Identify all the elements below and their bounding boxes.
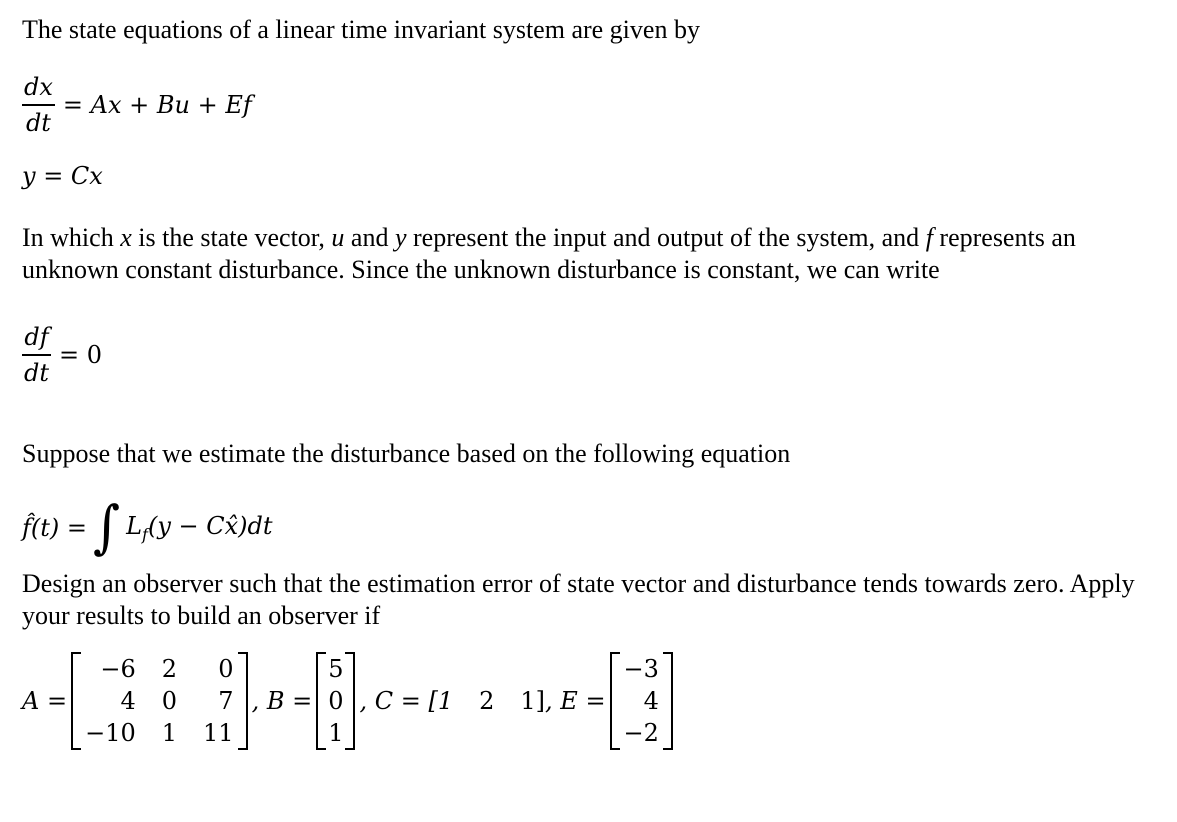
matrix-cell: 7 <box>218 687 234 715</box>
text-segment: is the state vector, <box>131 223 332 252</box>
disturbance-equation <box>22 322 102 388</box>
matrix-cell: 11 <box>203 719 234 747</box>
matrix-cell: −10 <box>85 719 136 747</box>
text-segment: In which <box>22 223 121 252</box>
matrix-E-label: , E = <box>545 687 606 715</box>
estimate-integrand: $L_f(y$ − Cx̂)dt <box>126 512 273 544</box>
matrix-B <box>316 652 355 750</box>
integral-sign: ∫ <box>93 495 121 561</box>
var-y: y <box>394 223 407 252</box>
matrix-A-grid <box>81 652 237 750</box>
state-equation-rhs: = Ax + Bu + Ef <box>62 91 252 119</box>
derivative-fraction <box>22 322 51 388</box>
left-bracket <box>610 652 620 750</box>
right-bracket <box>238 652 248 750</box>
estimate-paragraph: Suppose that we estimate the disturbance based on the following equation <box>22 439 791 468</box>
fraction-denominator: dt <box>25 109 51 137</box>
matrix-cell: −3 <box>623 655 659 683</box>
state-equation <box>22 72 252 138</box>
matrix-cell: −6 <box>100 655 136 683</box>
output-equation: y = Cx <box>22 162 103 190</box>
matrix-B-label: , B = <box>251 687 313 715</box>
matrix-cell: 4 <box>120 687 136 715</box>
definition-paragraph <box>22 222 1157 286</box>
estimate-equation <box>22 495 273 561</box>
intro-paragraph: The state equations of a linear time invariant system are given by <box>22 15 700 44</box>
matrix-cell: 0 <box>328 687 344 715</box>
design-paragraph: Design an observer such that the estimation error of state vector and disturbance tends towards zero. Apply your results to build an observer if <box>22 569 1135 630</box>
text-segment: represents an unknown constant disturbance. Since the unknown disturbance is constant, we can write <box>22 223 1076 284</box>
left-bracket <box>316 652 326 750</box>
subscript: f <box>142 524 148 544</box>
var-f: f <box>925 223 933 252</box>
disturbance-equation-rhs: = 0 <box>59 341 103 369</box>
matrix-definitions <box>22 652 677 750</box>
matrix-cell: 2 <box>479 687 495 715</box>
matrix-cell: 4 <box>643 687 659 715</box>
matrix-A-label: A = <box>22 687 68 715</box>
matrix-cell: −2 <box>623 719 659 747</box>
matrix-cell: 0 <box>218 655 234 683</box>
estimate-lhs: f̂(t) = <box>22 514 87 542</box>
matrix-cell: 2 <box>161 655 178 683</box>
text-segment: represent the input and output of the system, and <box>406 223 926 252</box>
fraction-denominator: dt <box>24 359 50 387</box>
text-segment: and <box>344 223 395 252</box>
left-bracket <box>71 652 81 750</box>
matrix-cell: 1 <box>328 719 344 747</box>
fraction-numerator: df <box>24 323 49 351</box>
matrix-C-label: , C = [1 <box>359 687 454 715</box>
matrix-cell: 5 <box>328 655 344 683</box>
matrix-B-grid <box>326 652 345 750</box>
fraction-numerator: dx <box>24 73 53 101</box>
matrix-E-grid <box>620 652 663 750</box>
var-u: u <box>331 223 345 252</box>
derivative-fraction <box>22 72 55 138</box>
matrix-C-rest <box>479 687 545 715</box>
matrix-cell: 1] <box>520 687 546 715</box>
matrix-cell: 0 <box>161 687 178 715</box>
matrix-E <box>610 652 673 750</box>
matrix-A <box>71 652 247 750</box>
right-bracket <box>345 652 355 750</box>
var-x: x <box>120 223 132 252</box>
matrix-cell: 1 <box>161 719 178 747</box>
right-bracket <box>663 652 673 750</box>
